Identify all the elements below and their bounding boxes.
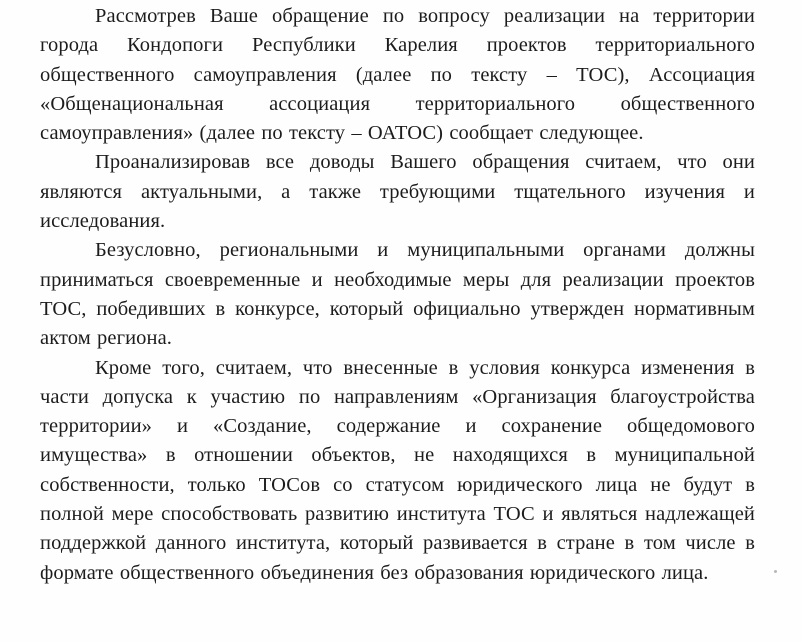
paragraph-appeal-review: Рассмотрев Ваше обращение по вопросу реализации на территории города Кондопоги Республики Карелия проектов территориального общественного самоуправления (далее по тексту – ТОС), Ассоциация «Общенациональная ассоциация территориального общественного самоуправления» (далее по тексту – ОАТОС) сообщает следующее. xyxy=(40,5,755,145)
paragraph-analysis: Проанализировав все доводы Вашего обращения считаем, что они являются актуальными, а также требующими тщательного изучения и исследования. xyxy=(40,151,755,233)
paragraph-competition-conditions: Кроме того, считаем, что внесенные в условия конкурса изменения в части допуска к участию по направлениям «Организация благоустройства территории» и «Создание, содержание и сохранение общедомового имущества» в отношении объектов, не находящихся в муниципальной собственности, только ТОСов со статусом юридического лица не будут в полной мере способствовать развитию института ТОС и являться надлежащей поддержкой данного института, который развивается в стране в том числе в формате общественного объединения без образования юридического лица. xyxy=(40,356,755,584)
letter-body xyxy=(40,2,755,588)
paragraph-measures: Безусловно, региональными и муниципальными органами должны приниматься своевременные и необходимые меры для реализации проектов ТОС, победивших в конкурсе, который официально утвержден нормативным актом региона. xyxy=(40,239,755,350)
scan-speck xyxy=(774,570,777,573)
